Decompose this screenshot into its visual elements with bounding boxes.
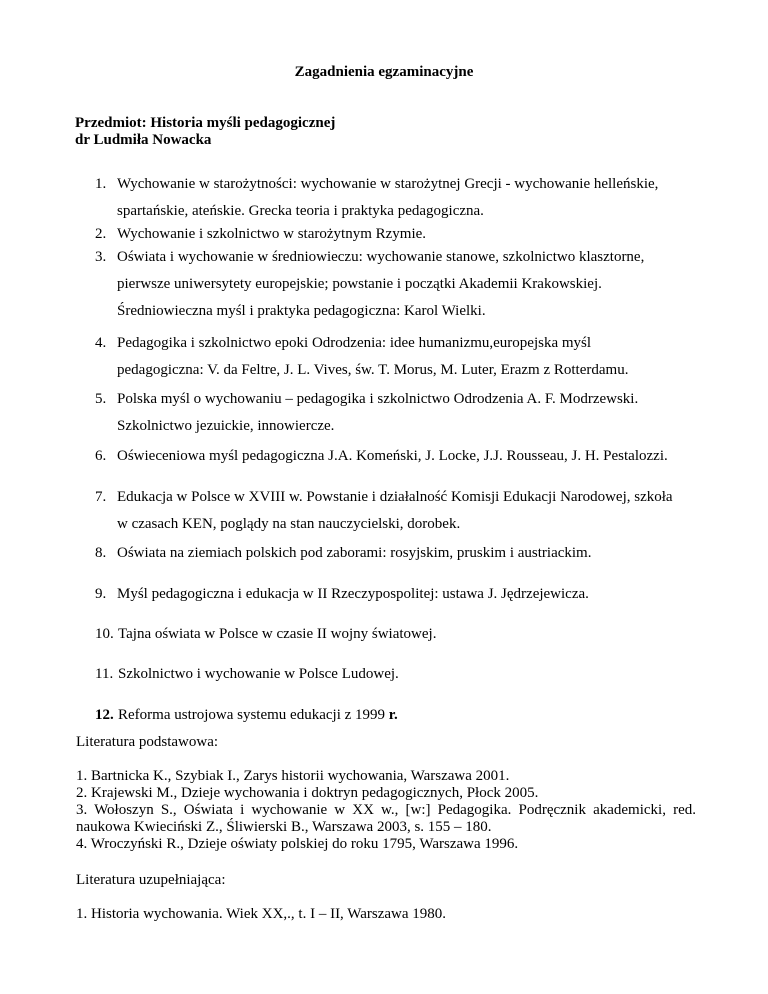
list-item: 9. Myśl pedagogiczna i edukacja w II Rzeczypospolitej: ustawa J. Jędrzejewicza.: [95, 581, 695, 608]
list-item-line: Oświeceniowa myśl pedagogiczna J.A. Komeński, J. Locke, J.J. Rousseau, J. H. Pestalozzi.: [117, 448, 668, 464]
list-item-line: Reforma ustrojowa systemu edukacji z 1999 r.: [118, 707, 398, 723]
list-item: 5. Polska myśl o wychowaniu – pedagogika i szkolnictwo Odrodzenia A. F. Modrzewski. Szkolnictwo jezuickie, innowiercze.: [95, 386, 695, 440]
list-item-line: w czasach KEN, poglądy na stan nauczycielski, dorobek.: [117, 516, 461, 532]
list-item-line: Pedagogika i szkolnictwo epoki Odrodzenia: idee humanizmu,europejska myśl: [117, 335, 592, 351]
course-header: [75, 115, 335, 149]
literature-basic-heading: Literatura podstawowa:: [76, 734, 219, 750]
list-item-line: pierwsze uniwersytety europejskie; powstanie i początki Akademii Krakowskiej.: [117, 276, 602, 292]
list-item-line: Średniowieczna myśl i praktyka pedagogiczna: Karol Wielki.: [117, 303, 486, 319]
list-item-line: Myśl pedagogiczna i edukacja w II Rzeczypospolitej: ustawa J. Jędrzejewicza.: [117, 586, 589, 602]
list-item: 1. Bartnicka K., Szybiak I., Zarys historii wychowania, Warszawa 2001.: [76, 768, 510, 784]
list-item-line: Edukacja w Polsce w XVIII w. Powstanie i działalność Komisji Edukacji Narodowej, szkoła: [117, 489, 673, 505]
lecturer-line: dr Ludmiła Nowacka: [75, 132, 212, 148]
list-item: 3. Wołoszyn S., Oświata i wychowanie w XX w., [w:] Pedagogika. Podręcznik akademicki, red. naukowa Kwieciński Z., Śliwierski B., Warszawa 2003, s. 155 – 180.: [76, 802, 696, 835]
list-item: 3. Oświata i wychowanie w średniowieczu: wychowanie stanowe, szkolnictwo klasztorne, pierwsze uniwersytety europejskie; powstanie i początki Akademii Krakowskiej. Średniowieczna myśl i praktyka pedagogiczna: Karol Wielki.: [95, 244, 695, 325]
list-item: 2. Wychowanie i szkolnictwo w starożytnym Rzymie.: [95, 221, 695, 248]
list-item-line: Oświata i wychowanie w średniowieczu: wychowanie stanowe, szkolnictwo klasztorne,: [117, 249, 645, 265]
list-item: 1. Historia wychowania. Wiek XX,., t. I – II, Warszawa 1980.: [76, 906, 447, 922]
list-item-line: Szkolnictwo i wychowanie w Polsce Ludowej.: [118, 666, 399, 682]
list-item-line: Szkolnictwo jezuickie, innowiercze.: [117, 418, 335, 434]
list-item: 4. Pedagogika i szkolnictwo epoki Odrodzenia: idee humanizmu,europejska myśl pedagogiczna: V. da Feltre, J. L. Vives, św. T. Morus, M. Luter, Erazm z Rotterdamu.: [95, 330, 695, 384]
list-item: 12. Reforma ustrojowa systemu edukacji z 1999 r.: [95, 702, 695, 729]
list-item: 7. Edukacja w Polsce w XVIII w. Powstanie i działalność Komisji Edukacji Narodowej, szkoła w czasach KEN, poglądy na stan nauczycielski, dorobek.: [95, 484, 695, 538]
list-item-line: pedagogiczna: V. da Feltre, J. L. Vives, św. T. Morus, M. Luter, Erazm z Rotterdamu.: [117, 362, 629, 378]
document-title: Zagadnienia egzaminacyjne: [294, 64, 474, 80]
subject-line: Przedmiot: Historia myśli pedagogicznej: [75, 115, 336, 131]
list-item: 2. Krajewski M., Dzieje wychowania i doktryn pedagogicznych, Płock 2005.: [76, 785, 539, 801]
list-item-line: Oświata na ziemiach polskich pod zaborami: rosyjskim, pruskim i austriackim.: [117, 545, 592, 561]
list-item-line: Wychowanie i szkolnictwo w starożytnym Rzymie.: [117, 226, 427, 242]
list-item-line: Polska myśl o wychowaniu – pedagogika i szkolnictwo Odrodzenia A. F. Modrzewski.: [117, 391, 639, 407]
literature-extra-list: [76, 906, 696, 923]
list-item-line: Tajna oświata w Polsce w czasie II wojny światowej.: [118, 626, 437, 642]
literature-extra-heading: Literatura uzupełniająca:: [76, 872, 226, 888]
list-item: 1. Wychowanie w starożytności: wychowanie w starożytnej Grecji - wychowanie helleńskie, spartańskie, ateńskie. Grecka teoria i praktyka pedagogiczna.: [95, 171, 695, 225]
list-item-line: Wychowanie w starożytności: wychowanie w starożytnej Grecji - wychowanie helleńskie,: [117, 176, 659, 192]
list-item: 8. Oświata na ziemiach polskich pod zaborami: rosyjskim, pruskim i austriackim.: [95, 540, 695, 567]
literature-basic-list: [76, 768, 696, 853]
list-item: 4. Wroczyński R., Dzieje oświaty polskiej do roku 1795, Warszawa 1996.: [76, 836, 519, 852]
list-item: 6. Oświeceniowa myśl pedagogiczna J.A. Komeński, J. Locke, J.J. Rousseau, J. H. Pestalozzi.: [95, 443, 695, 470]
list-item: 11. Szkolnictwo i wychowanie w Polsce Ludowej.: [95, 661, 695, 688]
list-item-line: spartańskie, ateńskie. Grecka teoria i praktyka pedagogiczna.: [117, 203, 484, 219]
list-item: 10. Tajna oświata w Polsce w czasie II wojny światowej.: [95, 621, 695, 648]
